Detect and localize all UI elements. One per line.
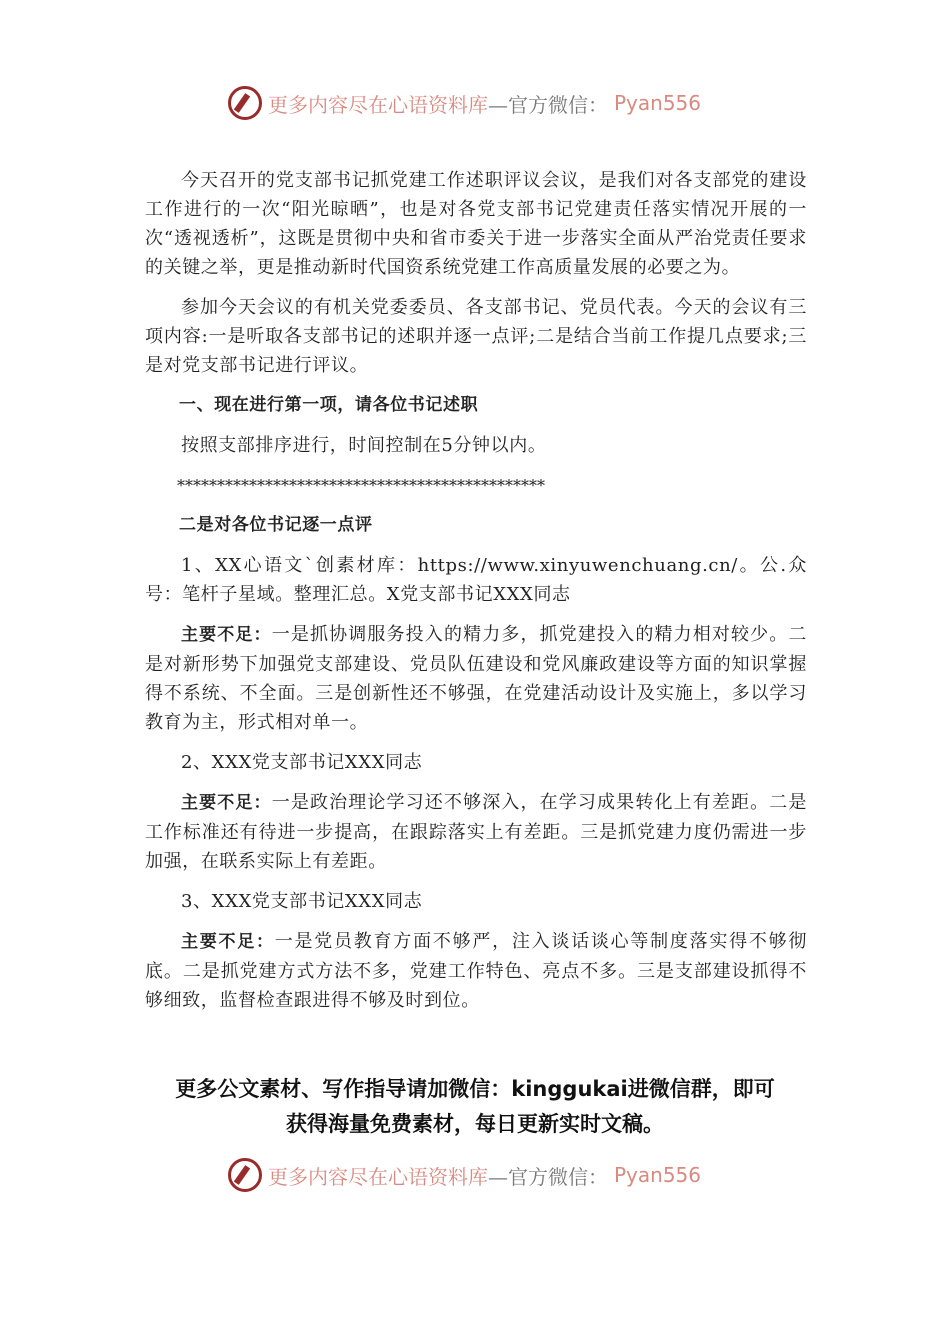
paragraph [145, 887, 807, 916]
paragraph-text: 按照支部排序进行，时间控制在5分钟以内。 [181, 435, 547, 456]
shortcomings-label: 主要不足： [181, 932, 275, 952]
pen-logo-icon [228, 1158, 262, 1192]
banner-wechat-label: —官方微信： [488, 92, 608, 117]
paragraph-text: 一是党员教育方面不够严，注入谈话谈心等制度落实得不够彻底。二是抓党建方式方法不多，党建工作特色、亮点不多。三是支部建设抓得不够细致，监督检查跟进得不够及时到位。 [145, 931, 808, 1011]
paragraph-text: 3、XXX党支部书记XXX同志 [181, 891, 423, 912]
header-banner [228, 83, 701, 123]
banner-text: 更多内容尽在心语资料库 [268, 1164, 488, 1189]
section-heading: 二是对各位书记逐一点评 [179, 515, 373, 535]
pen-logo-icon [228, 86, 262, 120]
footer-line-1: 更多公文素材、写作指导请加微信：kinggukai进微信群，即可 [175, 1077, 775, 1101]
banner-wechat-label: —官方微信： [488, 1164, 608, 1189]
paragraph-text: 参加今天会议的有机关党委委员、各支部书记、党员代表。今天的会议有三项内容:一是听取各支部书记的述职并逐一点评;二是结合当前工作提几点要求;三是对党支部书记进行评议。 [145, 297, 807, 376]
shortcomings-label: 主要不足： [181, 625, 272, 645]
banner-wechat-id: Pyan556 [614, 91, 702, 115]
shortcomings-label: 主要不足： [181, 793, 272, 813]
paragraph [145, 788, 807, 876]
paragraph [145, 748, 807, 777]
paragraph [145, 471, 807, 500]
section-heading: 一、现在进行第一项，请各位书记述职 [179, 395, 479, 415]
document-body [145, 166, 807, 1026]
paragraph [145, 166, 807, 282]
paragraph [145, 927, 807, 1015]
paragraph [145, 293, 807, 380]
paragraph-text: 2、XXX党支部书记XXX同志 [181, 752, 423, 773]
footer-line-2: 获得海量免费素材，每日更新实时文稿。 [286, 1112, 664, 1136]
paragraph [145, 551, 807, 609]
paragraph-text: ********************************************** [177, 476, 545, 495]
footer-notice [140, 1072, 810, 1142]
banner-wechat-id: Pyan556 [614, 1163, 702, 1187]
paragraph-text: 一是政治理论学习还不够深入，在学习成果转化上有差距。二是工作标准还有待进一步提高，在跟踪落实上有差距。三是抓党建力度仍需进一步加强，在联系实际上有差距。 [145, 792, 808, 872]
paragraph [145, 431, 807, 460]
paragraph-text: 今天召开的党支部书记抓党建工作述职评议会议，是我们对各支部党的建设工作进行的一次“阳光晾晒”，也是对各党支部书记党建责任落实情况开展的一次“透视透析”，这既是贯彻中央和省市委关于进一步落实全面从严治党责任要求的关键之举，更是推动新时代国资系统党建工作高质量发展的必要之为。 [145, 170, 807, 278]
paragraph-text: 1、XX心语文`创素材库：https://www.xinyuwenchuang.cn/。公.众号：笔杆子星域。整理汇总。X党支部书记XXX同志 [145, 555, 807, 605]
banner-text: 更多内容尽在心语资料库 [268, 92, 488, 117]
paragraph-text: 一是抓协调服务投入的精力多，抓党建投入的精力相对较少。二是对新形势下加强党支部建设、党员队伍建设和党风廉政建设等方面的知识掌握得不系统、不全面。三是创新性还不够强，在党建活动设计及实施上，多以学习教育为主，形式相对单一。 [145, 624, 808, 733]
footer-banner [228, 1155, 701, 1195]
paragraph [145, 620, 807, 737]
